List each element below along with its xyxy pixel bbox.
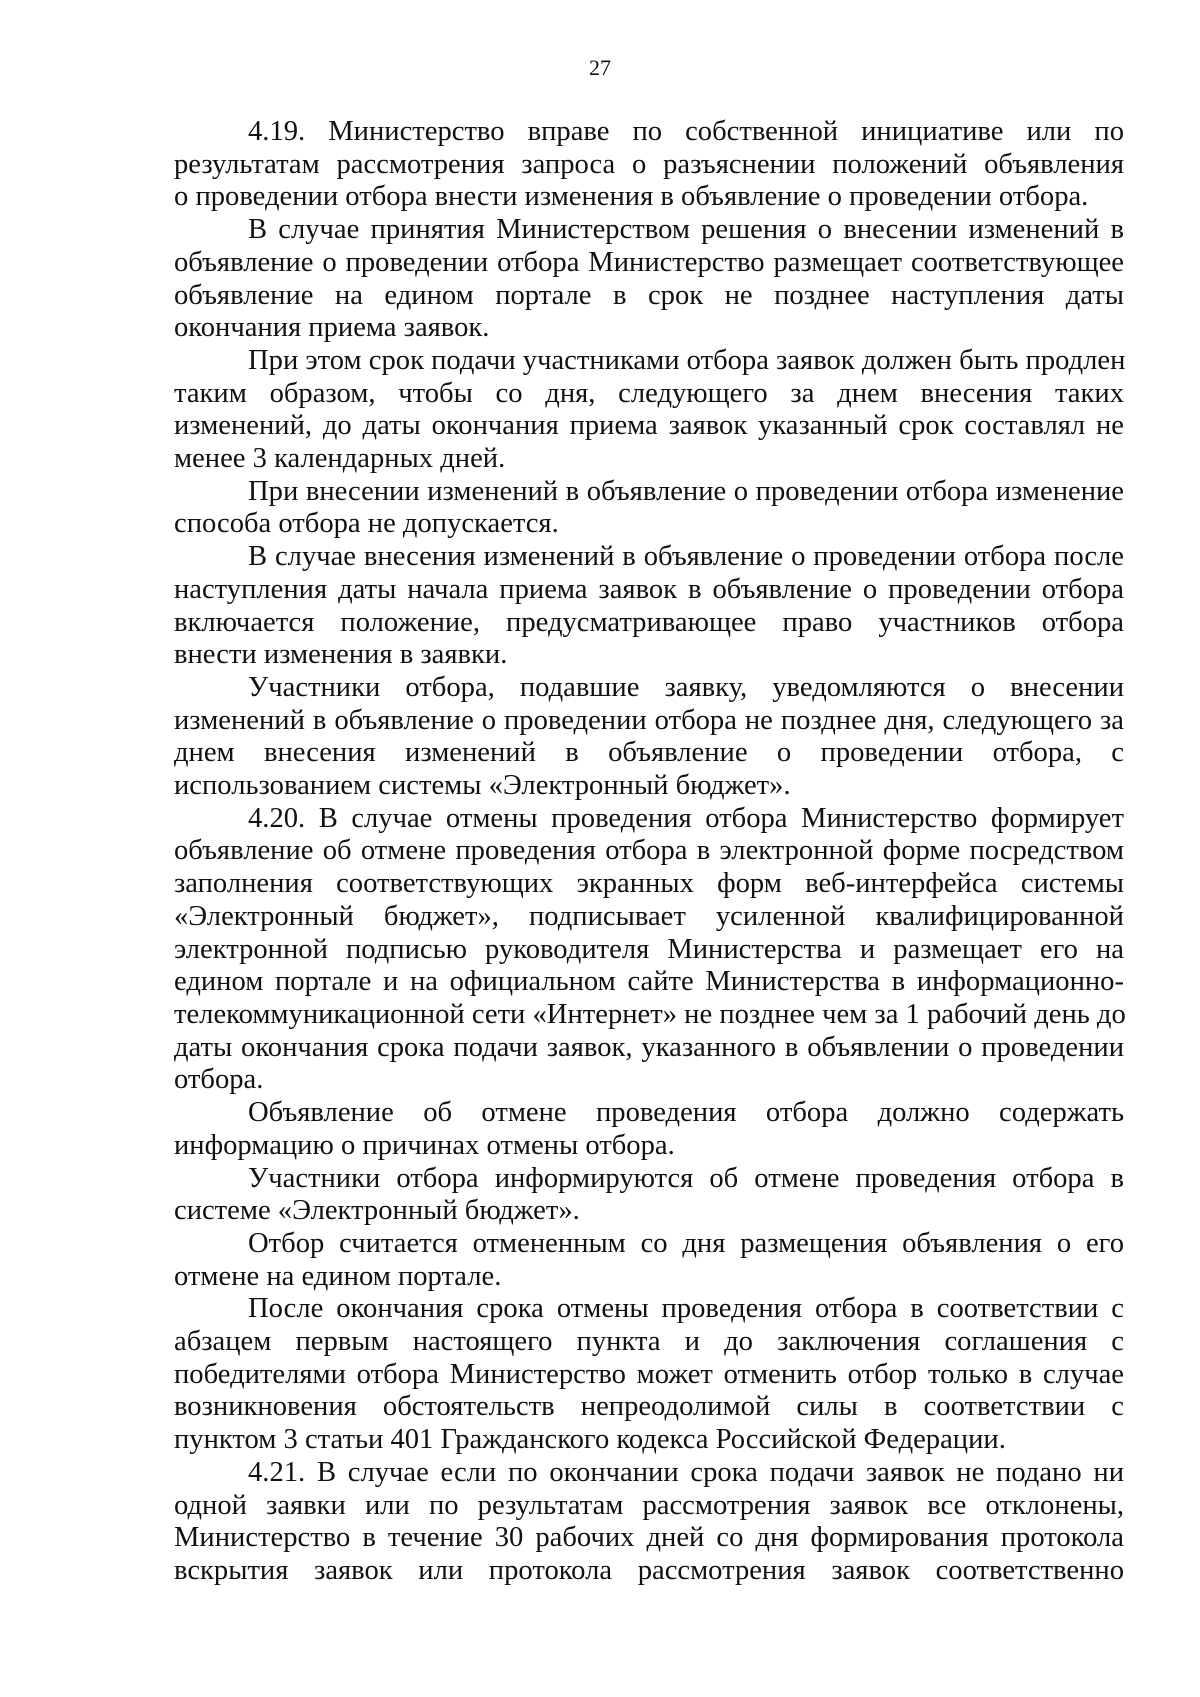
text-line: даты окончания срока подачи заявок, указанного в объявлении о проведении bbox=[174, 1031, 1124, 1063]
text-line: «Электронный бюджет», подписывает усиленной квалифицированной bbox=[174, 900, 1124, 932]
text-line: вскрытия заявок или протокола рассмотрения заявок соответственно bbox=[174, 1554, 1124, 1586]
text-line: электронной подписью руководителя Министерства и размещает его на bbox=[174, 933, 1124, 965]
text-line: Отбор считается отмененным со дня размещения объявления о его bbox=[248, 1227, 1124, 1259]
text-line: использованием системы «Электронный бюджет». bbox=[174, 770, 791, 802]
text-line: системе «Электронный бюджет». bbox=[174, 1195, 580, 1227]
paragraph bbox=[174, 345, 1124, 476]
text-line: Объявление об отмене проведения отбора должно содержать bbox=[248, 1097, 1124, 1129]
paragraph bbox=[174, 803, 1124, 1097]
text-line: При внесении изменений в объявление о проведении отбора изменение bbox=[248, 475, 1124, 507]
text-line: В случае принятия Министерством решения о внесении изменений в bbox=[248, 214, 1124, 246]
text-line: 4.19. Министерство вправе по собственной инициативе или по bbox=[248, 116, 1124, 147]
paragraph bbox=[174, 1097, 1124, 1162]
paragraph bbox=[174, 1228, 1124, 1293]
text-line: о проведении отбора внести изменения в объявление о проведении отбора. bbox=[174, 181, 1089, 213]
text-line: объявление о проведении отбора Министерство размещает соответствующее bbox=[174, 246, 1124, 278]
page-number: 27 bbox=[589, 55, 611, 80]
text-line: отбора. bbox=[174, 1064, 264, 1096]
text-line: таким образом, чтобы со дня, следующего за днем внесения таких bbox=[174, 377, 1124, 409]
paragraph bbox=[174, 214, 1124, 345]
paragraph bbox=[174, 1163, 1124, 1228]
text-line: способа отбора не допускается. bbox=[174, 508, 559, 540]
text-line: объявление об отмене проведения отбора в электронной форме посредством bbox=[174, 835, 1124, 867]
text-line: пунктом 3 статьи 401 Гражданского кодекса Российской Федерации. bbox=[174, 1424, 1006, 1456]
paragraph bbox=[174, 541, 1124, 672]
text-line: 4.20. В случае отмены проведения отбора Министерство формирует bbox=[248, 802, 1124, 834]
paragraph bbox=[174, 1293, 1124, 1457]
text-line: изменений, до даты окончания приема заявок указанный срок составлял не bbox=[174, 410, 1124, 442]
text-line: отмене на едином портале. bbox=[174, 1260, 502, 1292]
text-line: менее 3 календарных дней. bbox=[174, 443, 506, 475]
text-line: возникновения обстоятельств непреодолимой силы в соответствии с bbox=[174, 1391, 1124, 1423]
text-line: внести изменения в заявки. bbox=[174, 639, 508, 671]
text-line: объявление на едином портале в срок не позднее наступления даты bbox=[174, 279, 1124, 311]
text-line: информацию о причинах отмены отбора. bbox=[174, 1129, 675, 1161]
text-line: телекоммуникационной сети «Интернет» не позднее чем за 1 рабочий день до bbox=[174, 998, 1126, 1030]
paragraph bbox=[174, 116, 1124, 214]
document-body bbox=[174, 116, 1124, 1588]
text-line: абзацем первым настоящего пункта и до заключения соглашения с bbox=[174, 1326, 1124, 1358]
paragraph bbox=[174, 1457, 1124, 1588]
text-line: При этом срок подачи участниками отбора заявок должен быть продлен bbox=[248, 344, 1126, 376]
text-line: Министерство в течение 30 рабочих дней со дня формирования протокола bbox=[174, 1522, 1124, 1554]
text-line: окончания приема заявок. bbox=[174, 312, 490, 344]
text-line: Участники отбора информируются об отмене проведения отбора в bbox=[248, 1162, 1124, 1194]
text-line: изменений в объявление о проведении отбора не позднее дня, следующего за bbox=[174, 704, 1124, 736]
text-line: наступления даты начала приема заявок в объявление о проведении отбора bbox=[174, 573, 1124, 605]
paragraph bbox=[174, 476, 1124, 541]
text-line: одной заявки или по результатам рассмотрения заявок все отклонены, bbox=[174, 1489, 1124, 1521]
text-line: В случае внесения изменений в объявление о проведении отбора после bbox=[248, 541, 1124, 573]
text-line: победителями отбора Министерство может отменить отбор только в случае bbox=[174, 1358, 1124, 1390]
text-line: едином портале и на официальном сайте Министерства в информационно- bbox=[174, 966, 1124, 998]
text-line: заполнения соответствующих экранных форм веб-интерфейса системы bbox=[174, 868, 1124, 900]
text-line: результатам рассмотрения запроса о разъяснении положений объявления bbox=[174, 148, 1124, 180]
text-line: включается положение, предусматривающее право участников отбора bbox=[174, 606, 1124, 638]
text-line: После окончания срока отмены проведения отбора в соответствии с bbox=[248, 1293, 1124, 1325]
text-line: днем внесения изменений в объявление о проведении отбора, с bbox=[174, 737, 1124, 769]
text-line: Участники отбора, подавшие заявку, уведомляются о внесении bbox=[248, 671, 1124, 703]
paragraph bbox=[174, 672, 1124, 803]
text-line: 4.21. В случае если по окончании срока подачи заявок не подано ни bbox=[248, 1456, 1124, 1488]
